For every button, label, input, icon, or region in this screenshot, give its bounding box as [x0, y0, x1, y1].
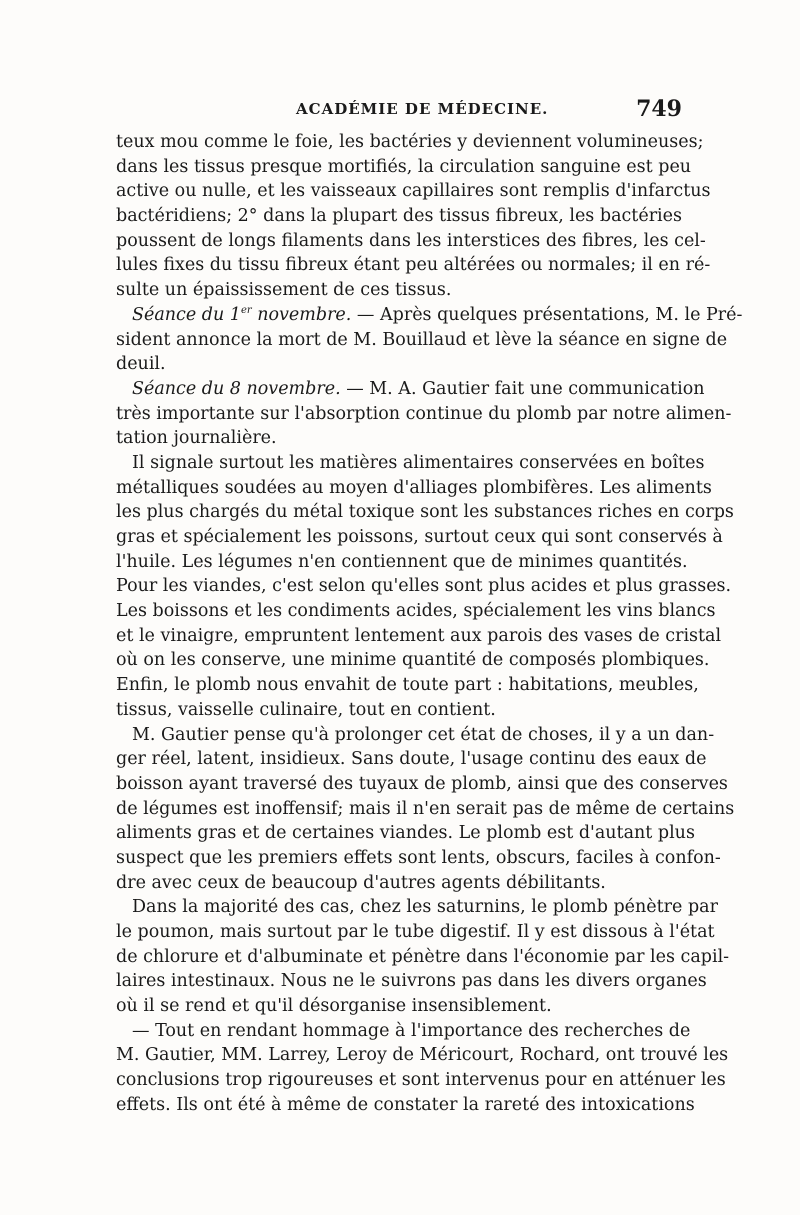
text-line: de chlorure et d'albuminate et pénètre dans l'économie par les capil-: [116, 946, 730, 967]
text-line: dans les tissus presque mortifiés, la circulation sanguine est peu: [116, 156, 692, 177]
text-line: poussent de longs filaments dans les interstices des fibres, les cel-: [116, 230, 706, 251]
seance-text: — M. A. Gautier fait une communication: [340, 378, 705, 399]
text-line: les plus chargés du métal toxique sont les substances riches en corps: [116, 502, 734, 523]
text-line: conclusions trop rigoureuses et sont intervenus pour en atténuer les: [116, 1070, 726, 1091]
text-line: Pour les viandes, c'est selon qu'elles sont plus acides et plus grasses.: [116, 576, 732, 597]
text-line: M. Gautier pense qu'à prolonger cet état de choses, il y a un dan-: [132, 724, 715, 745]
text-line: de légumes est inoffensif; mais il n'en serait pas de même de certains: [116, 798, 735, 819]
text-line: aliments gras et de certaines viandes. Le plomb est d'autant plus: [116, 823, 695, 844]
text-line: M. Gautier, MM. Larrey, Leroy de Méricourt, Rochard, ont trouvé les: [116, 1045, 729, 1066]
text-line: active ou nulle, et les vaisseaux capillaires sont remplis d'infarctus: [116, 181, 711, 202]
text-line: bactéridiens; 2° dans la plupart des tissus fibreux, les bactéries: [116, 206, 682, 227]
text-line: laires intestinaux. Nous ne le suivrons pas dans les divers organes: [116, 971, 707, 992]
text-line: tissus, vaisselle culinaire, tout en contient.: [116, 699, 496, 720]
text-line: ger réel, latent, insidieux. Sans doute, l'usage continu des eaux de: [116, 749, 707, 770]
text-line: dre avec ceux de beaucoup d'autres agents débilitants.: [116, 872, 606, 893]
seance-heading-line: [116, 303, 743, 328]
text-line: boisson ayant traversé des tuyaux de plomb, ainsi que des conserves: [116, 773, 728, 794]
text-line: teux mou comme le foie, les bactéries y deviennent volumineuses;: [116, 132, 704, 152]
text-line: Dans la majorité des cas, chez les saturnins, le plomb pénètre par: [132, 897, 718, 918]
text-line: — Tout en rendant hommage à l'importance des recherches de: [132, 1020, 691, 1041]
text-line: où il se rend et qu'il désorganise insensiblement.: [116, 996, 552, 1017]
text-line: gras et spécialement les poissons, surtout ceux qui sont conservés à: [116, 527, 723, 547]
text-line: le poumon, mais surtout par le tube digestif. Il y est dissous à l'état: [116, 922, 715, 942]
seance-text: — Après quelques présentations, M. le Pré-: [351, 304, 743, 325]
text-line: effets. Ils ont été à même de constater la rareté des intoxications: [116, 1094, 695, 1115]
text-line: suspect que les premiers effets sont lents, obscurs, faciles à confon-: [116, 847, 721, 868]
text-line: métalliques soudées au moyen d'alliages plombifères. Les aliments: [116, 477, 712, 498]
text-line: Les boissons et les condiments acides, spécialement les vins blancs: [116, 601, 716, 622]
running-head: [116, 96, 682, 124]
text-line: sulte un épaississement de ces tissus.: [116, 280, 452, 301]
text-line: deuil.: [116, 354, 166, 375]
page-number: 749: [636, 96, 682, 122]
text-line: Il signale surtout les matières alimentaires conservées en boîtes: [132, 452, 705, 473]
text-line: l'huile. Les légumes n'en contiennent que de minimes quantités.: [116, 551, 688, 572]
seance-label: Séance du 8 novembre.: [132, 378, 341, 399]
text-line: Enfin, le plomb nous envahit de toute part : habitations, meubles,: [116, 675, 699, 696]
text-line: et le vinaigre, empruntent lentement aux parois des vases de cristal: [116, 625, 722, 646]
text-line: sident annonce la mort de M. Bouillaud et lève la séance en signe de: [116, 329, 728, 350]
seance-label: Séance du 1er novembre.: [132, 304, 352, 325]
seance-heading-line: [116, 377, 705, 402]
text-line: tation journalière.: [116, 428, 277, 449]
running-title: ACADÉMIE DE MÉDECINE.: [296, 100, 549, 118]
text-line: lules fixes du tissu fibreux étant peu altérées ou normales; il en ré-: [116, 255, 711, 276]
body-text: [116, 130, 743, 1118]
text-line: très importante sur l'absorption continue du plomb par notre alimen-: [116, 403, 732, 424]
text-line: où on les conserve, une minime quantité de composés plombiques.: [116, 650, 710, 671]
